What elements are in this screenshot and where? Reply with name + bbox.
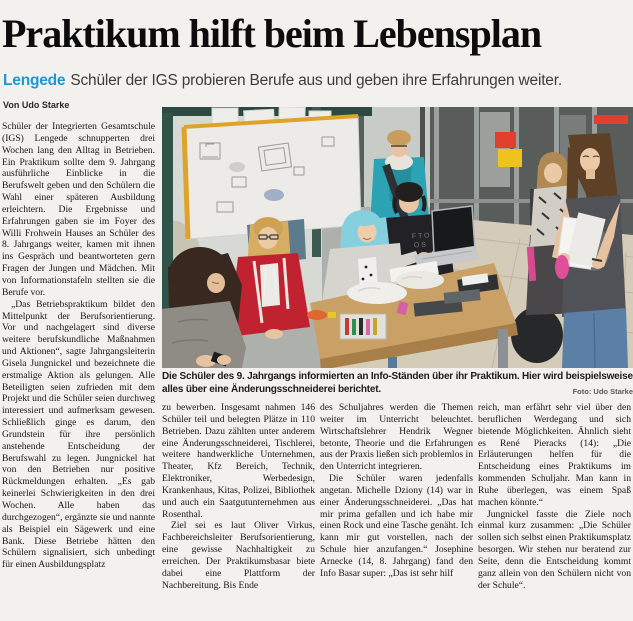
orange-item — [307, 310, 327, 320]
kicker-location: Lengede — [3, 72, 66, 89]
article-photo — [162, 107, 633, 368]
yellow-note — [498, 149, 522, 167]
body-column-2 — [162, 402, 315, 621]
photo-credit: Foto: Udo Starke — [567, 387, 633, 396]
paragraph: „Das Betriebspraktikum bildet den Mittelpunkt der Berufsorientierung. Vor und nachgelagert sind diverse weitere berufskundliche Maßnahmen und Aktionen“, sagte Jahrgangsleiterin Gisela Jungnickel und bezeichnete die erstmalige Aktion als gelungen. Alle Beteiligten seien zufrieden mit dem Projekt und die Schüler seien durchweg interessiert und aufmerksam gewesen. Schließlich ginge es darum, den Grundstein für ihre persönlich anstehende Entscheidung der Berufswahl zu legen. Jungnickel hat von den Betrieben nur positive Rückmeldungen erhalten. „Es gab keinerlei Schwierigkeiten in den drei Wochen. Alle haben das durchgezogen“, ergänzte sie und nannte als Beispiel ein Sägewerk und eine Bank. Diese Betriebe hätten den Schülern signalisiert, sich unbedingt für einen Ausbildungsplatz — [2, 298, 155, 571]
paragraph: des Schuljahres werden die Themen weiter im Unterricht beleuchtet. Wirtschaftslehrer Hendrik Wegner betonte, Theorie und die Erfahrungen aus der Praxis ließen sich problemlos in den Unterricht integrieren. — [320, 402, 473, 473]
svg-text:F T O: F T O — [411, 232, 430, 241]
body-column-4 — [478, 402, 631, 621]
backpack — [511, 307, 563, 363]
svg-text:O S: O S — [413, 241, 427, 250]
paragraph: zu bewerben. Insgesamt nahmen 146 Schüler teil und belegten Plätze in 110 Betrieben. Dazu zählten unter anderem eine Änderungsschneiderei, Tischlerei, weitere handwerkliche Unternehmen, Theater, Kfz Bereich, Technik, Elektroniker, Werbedesign, Krankenhaus, Kitas, Polizei, Bibliothek und auch ein Saatgutunternehmen aus Rosenthal. — [162, 402, 315, 520]
photo-illustration — [162, 107, 633, 368]
article-headline: Praktikum hilft beim Lebensplan — [2, 11, 542, 56]
photo-caption: Die Schüler des 9. Jahrgangs informierten an Info-Ständen über ihr Praktikum. Hier wird beispielsweise alles über eine Änderungsschneiderei berichtet. — [162, 371, 633, 395]
body-column-3 — [320, 402, 473, 621]
paragraph: Ziel sei es laut Oliver Virkus, Fachbereichsleiter Berufsorientierung, eine gewisse Nachhaltigkeit zu erreichen. Der Praktikumsbasar biete dabei eine Plattform der Nachbereitung. Bis Ende — [162, 520, 315, 591]
paragraph: Jungnickel fasste die Ziele noch einmal kurz zusammen: „Die Schüler sollen sich selbst einen Praktikumsplatz besorgen. Wir stehen nur beratend zur Seite, denn die Entscheidung kommt ganz allein von den Schülern nicht von der Schule“. — [478, 508, 631, 591]
kicker-text: Schüler der IGS probieren Berufe aus und geben ihre Erfahrungen weiter. — [70, 72, 562, 89]
paragraph: Schüler der Integrierten Gesamtschule (IGS) Lengede schnupperten drei Wochen lang den Alltag in Betrieben. Ein Praktikum sollte dem 9. Jahrgang ausführliche Einblicke in die Berufswelt geben und den Schülern die Wahl einer späteren Ausbildung erleichtern. Die Ergebnisse und Erfahrungen gaben sie im Foyer des Willi Frohwein Hauses an Schüler des 8. Jahrgangs weiter, kamen mit ihnen ins Gespräch und beantworteten gern Fragen der Jungen und Mädchen. Mit von Informationstafeln stellten sie die Berufe vor. — [2, 121, 155, 298]
article-kicker — [3, 71, 631, 91]
red-note — [495, 132, 516, 148]
photo-caption-area — [162, 371, 633, 397]
body-column-1 — [2, 121, 155, 621]
paragraph: Die Schüler waren jedenfalls angetan. Michelle Dziony (14) war in einer Änderungsschneiderei. „Das hat mir prima gefallen und ich habe mir einen Rock und eine Tasche genäht. Ich kann mir gut vorstellen, nach der Schule hier anzufangen.“ Josephine Arnecke (14, 8. Jahrgang) fand den Info Basar super: „Das ist sehr hilf — [320, 473, 473, 579]
red-sign — [594, 115, 628, 124]
article-byline: Von Udo Starke — [3, 100, 70, 110]
paragraph: reich, man erfährt sehr viel über den beruflichen Werdegang und sich bietende Möglichkeiten. Ähnlich sieht es René Pieracks (14): „Die Erläuterungen helfen für die Entscheidung eines Praktikums im kommenden Schuljahr. Man kann in Ruhe überlegen, was einem Spaß machen könnte.“ — [478, 402, 631, 508]
